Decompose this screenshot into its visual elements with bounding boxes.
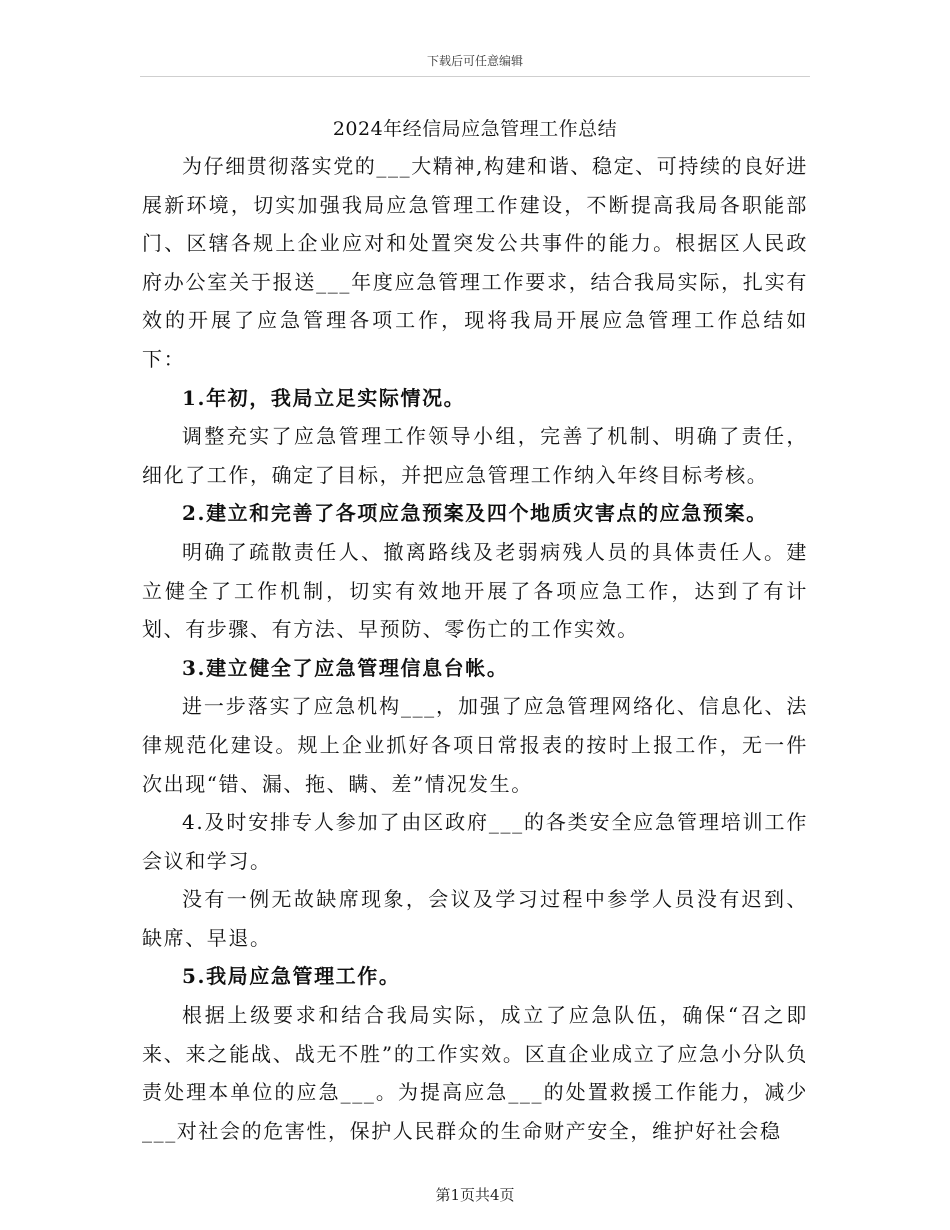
page-header: 下载后可任意编辑 <box>426 54 523 68</box>
paragraph-4b: 没有一例无故缺席现象，会议及学习过程中参学人员没有迟到、缺席、早退。 <box>142 887 808 950</box>
section-heading-5: 5.我局应急管理工作。 <box>182 964 401 989</box>
section-heading-3: 3.建立健全了应急管理信息台帐。 <box>182 655 509 680</box>
paragraph-3: 进一步落实了应急机构___，加强了应急管理网络化、信息化、法律规范化建设。规上企业抓好各项日常报表的按时上报工作，无一件次出现“错、漏、拖、瞒、差”情况发生。 <box>142 694 808 796</box>
paragraph-4: 4.及时安排专人参加了由区政府___的各类安全应急管理培训工作会议和学习。 <box>142 810 808 873</box>
page-number: 第1页共4页 <box>435 1186 515 1204</box>
paragraph-2: 明确了疏散责任人、撤离路线及老弱病残人员的具体责任人。建立健全了工作机制，切实有效地开展了各项应急工作，达到了有计划、有步骤、有方法、早预防、零伤亡的工作实效。 <box>142 539 808 642</box>
paragraph-1: 调整充实了应急管理工作领导小组，完善了机制、明确了责任，细化了工作，确定了目标，并把应急管理工作纳入年终目标考核。 <box>142 424 808 487</box>
document-body <box>142 147 808 1150</box>
paragraph-intro: 为仔细贯彻落实党的___大精神,构建和谐、稳定、可持续的良好进展新环境，切实加强我局应急管理工作建设，不断提高我局各职能部门、区辖各规上企业应对和处置突发公共事件的能力。根据区人民政府办公室关于报送___年度应急管理工作要求，结合我局实际，扎实有效的开展了应急管理各项工作，现将我局开展应急管理工作总结如下： <box>142 154 808 371</box>
document-title: 2024年经信局应急管理工作总结 <box>332 118 618 140</box>
paragraph-5: 根据上级要求和结合我局实际，成立了应急队伍，确保“召之即来、来之能战、战无不胜”的工作实效。区直企业成立了应急小分队负责处理本单位的应急___。为提高应急___的处置救援工作能力，减少___对社会的危害性，保护人民群众的生命财产安全，维护好社会稳 <box>142 1003 808 1143</box>
header-divider <box>140 76 810 77</box>
section-heading-2: 2.建立和完善了各项应急预案及四个地质灾害点的应急预案。 <box>182 501 768 526</box>
section-heading-1: 1.年初，我局立足实际情况。 <box>182 385 466 410</box>
